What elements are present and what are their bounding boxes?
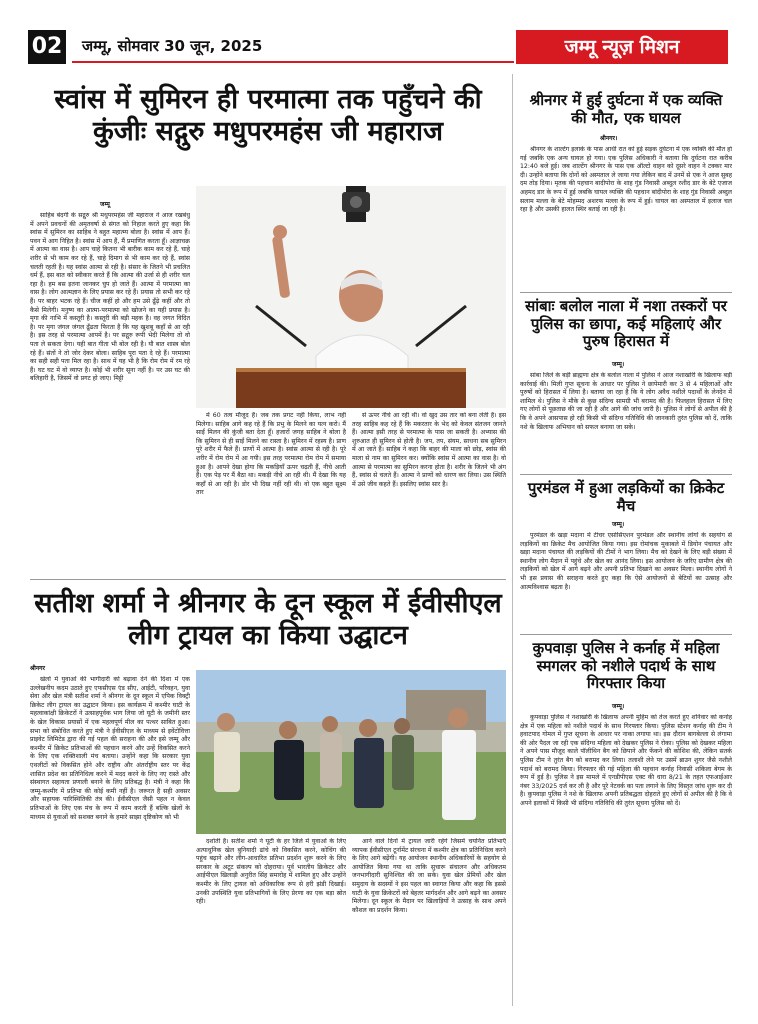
sidebar1-text: श्रीनगर के शाल्टेंग इलाके के पास आधी रात को हुई सड़क दुर्घटना में एक व्यक्ति की मौत हो गई जबकि एक अन्य घायल हो गया। एक पुलिस अधिकारी ने बताया कि दुर्घटना रात करीब 12:40 बजे हुई। जब शाल्टेंग श्रीनगर के पास एक ऑल्टो वाहन को दूसरे वाहन ने टक्कर मार दी। उन्होंने बताया कि दोनों को अस्पताल ले जाया गया लेकिन बाद में उनमें से एक ने आज सुबह दम तोड़ दिया। मृतक की पहचान बादीपोरा के शाह गुंड निवासी अब्दुल रशीद डार के बेटे एजाज अहमद डार के रूप में हुई जबकि घायल व्यक्ति की पहचान बांदीपोरा के शाह गुंड निवासी अब्दुल सलाम मल्ला के बेटे मोहम्मद अशरफ मल्ला के रूप में हुई। घायल का अस्पताल में इलाज चल रहा है और उसकी हालत स्थिर बताई जा रही है। [520, 146, 732, 214]
sidebar1-body [520, 146, 732, 288]
story2-col1-text: खेलों में युवाओं की भागीदारी को बढ़ावा देने की दिशा में एक उल्लेखनीय कदम उठाते हुए एफसीएस एंड सीए, आईटी, परिवहन, युवा सेवा और खेल मंत्री सतीश शर्मा ने श्रीनगर के दून स्कूल में एपिक विक्ट्री क्रिकेट लीग ट्रायल का उद्घाटन किया। इस कार्यक्रम में कश्मीर घाटी के महत्वाकांक्षी क्रिकेटरों ने उत्साहपूर्वक भाग लिया जो यूटी के जमीनी स्तर के खेल विकास प्रयासों में एक महत्वपूर्ण मील का पत्थर साबित हुआ। सभा को संबोधित करते हुए मंत्री ने ईवीसीएल के माध्यम से इवेंटोवित्ता प्राइवेट लिमिटेड द्वारा की गई पहल की सराहना की और इसे जम्मू और कश्मीर में क्रिकेट प्रतिभाओं की पहचान करने और उन्हें विकसित करने के लिए एक शक्तिशाली मंच बताया। उन्होंने कहा कि सरकार युवा एथलीटों को विकसित होने और राष्ट्रीय और अंतर्राष्ट्रीय स्तर पर केंद्र शासित प्रदेश का प्रतिनिधित्व करने में मदद करने के लिए नए रास्ते और संस्थागत सहायता प्रणाली बनाने के लिए प्रतिबद्ध है। मंत्री ने कहा कि जम्मू-कश्मीर में प्रतिभा की कोई कमी नहीं है। जरूरत है सही अवसर और सहायक पारिस्थितिकी तंत्र की। ईवीसीएल जैसी पहल न केवल प्रतिभाओं के लिए एक मंच के रूप में काम करती हैं बल्कि खेलों के माध्यम से युवाओं को सशक्त बनाने के हमारे साझा दृष्टिकोण को भी [30, 676, 190, 821]
column-divider [512, 74, 513, 1006]
sidebar-divider-1 [520, 292, 732, 293]
sidebar4-body [520, 714, 732, 1006]
sidebar2-body [520, 372, 732, 470]
story1-headline: स्वांस में सुमिरन ही परमात्मा तक पहुँचने की कुंजीः सद्गुरु मधुपरमहंस जी महाराज [54, 84, 482, 147]
story2-dateline: श्रीनगर [30, 665, 45, 672]
sidebar2-headline: सांबाः बलोल नाला में नशा तस्करों पर पुलिस का छापा, कई महिलाएं और पुरुष हिरासत में [525, 297, 727, 351]
sidebar4-headline: कुपवाड़ा पुलिस ने कर्नाह में महिला स्मगलर को नशीले पदार्थ के साथ गिरफ्तार किया [532, 639, 720, 693]
story2-headline: सतीश शर्मा ने श्रीनगर के दून स्कूल में ईवीसीएल लीग ट्रायल का किया उद्घाटन [34, 588, 502, 651]
story1-col3-text: से ऊपर नीचे आ रही थी। वो खुद उस तार को बना लेती है। इस तरह साहिब कह रहे हैं कि मकरतार के भेद को केवल संतजन जानते हैं। आत्मा इसी तरह से परमात्मा के पास जा सकती है। अभ्यास की शुरुआत ही सुमिरन से होती है। जप, तप, संयम, साधना सब सुमिरन में आ जाते हैं। साहिब ने कहा कि बाहर की माला को छोड़, स्वांस की माला से नाम का सुमिरन कर। क्योंकि स्वांस में आत्मा का वास है। वो आत्मा से परमात्मा का सुमिरन करना होता है। शरीर के जितने भी अंग हैं, स्वांस से चलते हैं। आत्मा ने प्राणों को धारण कर लिया। उस स्थिति में उसे जीव कहते हैं। इसलिए स्वांस सार है। [352, 412, 506, 488]
cricket-officials-photo [196, 670, 506, 834]
story2-col3-text: आने वाले दिनों में ट्रायल जारी रहेंगे जिसमें चयनित प्रतिभाएँ व्यापक ईवीसीएल टूर्नामेंट संरचना में कश्मीर क्षेत्र का प्रतिनिधित्व करने के लिए आगे बढ़ेंगी। यह आयोजन स्थानीय अधिकारियों के सहयोग से आयोजित किया गया था ताकि सुचारू संचालन और अधिकतम जनभागीदारी सुनिश्चित की जा सके। युवा खेल प्रेमियों और खेल समुदाय के सदस्यों ने इस पहल का स्वागत किया और कहा कि इससे घाटी के युवा क्रिकेटरों को बेहतर मार्गदर्शन और आगे बढ़ने का अवसर मिलेगा। दून स्कूल के मैदान पर खिलाड़ियों ने उत्साह के साथ अपने कौशल का प्रदर्शन किया। [352, 838, 506, 914]
story1-col3 [352, 412, 506, 574]
story1-dateline: जम्मू [100, 201, 110, 208]
sidebar4-dateline: जम्मू। [612, 703, 625, 710]
cricket-officials-photo-icon [196, 670, 506, 834]
story2-col2 [196, 838, 346, 1006]
sidebar4-text: कुपवाड़ा पुलिस ने नशाखोरी के खिलाफ अपनी मुहिम को तेज करते हुए शनिवार को कर्नाह क्षेत्र में एक महिला को नशीले पदार्थ के साथ गिरफ्तार किया। पुलिस स्टेशन कर्नाह की टीम ने हवाटपाद गोमल में गुप्त सूचना के आधार पर नाका लगाया था। इस दौरान बागबेल्ला से लंगामा की ओर पैदल जा रही एक संदिग्ध महिला को देखकर पुलिस ने रोका। पुलिस को देखकर महिला ने अपने पास मौजूद काले पॉलीथिन बैग को छिपाने और फेंकने की कोशिश की, लेकिन सतर्क पुलिस टीम ने तुरंत बैग को बरामद कर लिया। तलाशी लेने पर उसमें ब्राउन शुगर जैसे नशीले पदार्थ को बरामद किया। गिरफ्तार की गई महिला की पहचान कर्नाह निवासी शकिला बेगम के रूप में हुई है। पुलिस ने इस मामले में एनडीपीएस एक्ट की धारा 8/21 के तहत एफआईआर नंबर 33/2025 दर्ज कर ली है और पूरे नेटवर्क का पता लगाने के लिए विस्तृत जांच शुरू कर दी है। कुपवाड़ा पुलिस ने नशे के खिलाफ अपनी प्रतिबद्धता दोहराते हुए लोगों से अपील की है कि वे अपने इलाकों में किसी भी संदिग्ध गतिविधि की तुरंत सूचना पुलिस को दें। [520, 714, 732, 807]
sidebar3-text: पुरमंडल के खड़ा मदाना में टीचर एसोसिएशन पुरमंडल और स्थानीय लोगों के सहयोग से लड़कियों का क्रिकेट मैच आयोजित किया गया। इस रोमांचक मुकाबले में डियोन पंचायत और खड़ा मदाना पंचायत की लड़कियों की टीमों ने भाग लिया। मैच को देखने के लिए बड़ी संख्या में स्थानीय लोग मैदान में पहुंचे और खेल का आनंद लिया। इस आयोजन के जरिए ग्रामीण क्षेत्र की लड़कियों को खेल में आगे बढ़ने और अपनी प्रतिभा दिखाने का अवसर मिला। स्थानीय लोगों ने भी इस प्रयास की सराहना करते हुए कहा कि ऐसे आयोजनों से बेटियों का उत्साह और आत्मविश्वास बढ़ता है। [520, 532, 732, 591]
sidebar2-text: सांबा जिले के बड़ी ब्राह्मणा क्षेत्र के बलोल नाला में पुलिस ने आज नशाखोरी के खिलाफ बड़ी कार्रवाई की। मिली गुप्त सूचना के आधार पर पुलिस ने छापेमारी कर 3 से 4 महिलाओं और पुरुषों को हिरासत में लिया है। बताया जा रहा है कि ये लोग अवैध नशीले पदार्थों के लेनदेन में शामिल थे। पुलिस ने मौके से कुछ संदिग्ध सामग्री भी बरामद की है। फिलहाल हिरासत में लिए गए लोगों से पूछताछ की जा रही है और आगे की जांच जारी है। पुलिस ने लोगों से अपील की है कि वे अपने आसपास हो रही किसी भी संदिग्ध गतिविधि की जानकारी तुरंत पुलिस को दें, ताकि नशे के खिलाफ अभियान को सफल बनाया जा सके। [520, 372, 732, 431]
sidebar1-headline: श्रीनगर में हुई दुर्घटना में एक व्यक्ति की मौत, एक घायल [529, 91, 723, 127]
page-number: 02 [28, 30, 66, 64]
story1-col2 [196, 412, 346, 574]
story-divider [30, 579, 506, 580]
masthead [28, 30, 728, 66]
sidebar3-dateline: जम्मू। [612, 521, 625, 528]
issue-date: जम्मू, सोमवार 30 जून, 2025 [82, 37, 263, 55]
sidebar1-dateline: श्रीनगर। [600, 135, 618, 142]
brand-logo: जम्मू न्यूज़ मिशन [516, 30, 728, 64]
story1-col2-text: में 60 तत्व मौजूद हैं। जब तक प्रगट नहीं किया, लाभ नहीं मिलेगा। साहिब आगे कह रहे हैं कि प्रभु के मिलने का यत्न करो। मैं साईं मिलन की कुंजी बता देता हूँ। हजारों जगह साहिब ने बोला है कि सुमिरन से ही साईं मिलने का रास्ता है। सुमिरन में रहस्य है। प्राण पूरे शरीर में फैले हैं। प्राणों में आत्मा है। स्वांस आत्मा से रही है। पूरे शरीर में रोम रोम में आ गयी। इस तरह परमात्मा रोम रोम में समाया हुआ है। आपने देखा होगा कि मकड़ियाँ ऊपर चढ़ती हैं, नीचे आती हैं। एक पेड़ पर मैं बैठा था। मकड़ी नीचे आ रही थी। मैं देखा कि यह कहाँ से आ रही है। डोर भी दिख नहीं रही थी। वो एक बहुत सूक्ष्म तार [196, 412, 346, 497]
sidebar-divider-3 [520, 634, 732, 635]
sidebar-divider-2 [520, 474, 732, 475]
sidebar3-headline: पुरमंडल में हुआ लड़कियों का क्रिकेट मैच [527, 479, 725, 515]
story2-col1 [30, 676, 190, 1006]
story1-col1-text: साहिब बंदगी के सद्गुरु श्री मधुपरमहंस जी महाराज ने आज रखबंधु में अपने प्रवचनों की अमृतवर्षा से संगत को निहाल करते हुए कहा कि स्वांस में सुमिरन का साहिब ने बहुत महात्म्य बोला है। स्वांस में आप हैं। पवन में आग निहित है। स्वांस में आप हैं, मैं प्रमाणित करता हूँ। आज्ञाचक्र में आत्मा का वास है। आप चाहे कितना भी बारीक काम कर रहे हैं, चाहे शरीर से भी काम कर रहे हैं, चाहे दिमाग से भी काम कर रहे हैं, स्वांस चलती रहती है। यह स्वांस आत्मा से रही है। संसार के जितने भी प्रचलित धर्म हैं, इस बात को स्वीकार करते हैं कि आत्मा की उर्जा से ही शरीर चल रहा है। हम बस इतना जानकर चुप हो जाते हैं। आत्मा में परमात्मा का वास है। लोग आत्मज्ञान के लिए प्रयास कर रहे हैं। प्रयास तो सभी कर रहे हैं। पर बाहर भटक रहे हैं। चीज कहीं हो और हम उसे ढूँढ़े कहीं और तो कैसे मिलेगी। मनुष्य का आत्मा-परमात्मा को खोजने का यही प्रयास है। मृगा की नाभि में कस्तूरी है। कस्तूरी की बड़ी महक है। वह जगत विदित है। पर मृगा जंगल जंगल ढूँढता फिरता है कि यह खुशबू कहाँ से आ रही है। इस तरह से परमात्मा आपमें है। पर सद्गुरु रूपी भेदी मिलेगा तो वो पता ले सकता देगा। यही बात गीता भी बोल रही है। यौ बात शास्त्र बोल रहे हैं। संतों ने तो जोर देकर बोला। साहिब पूरा पता दे रहे हैं। परमात्मा का सही सही पता मिल रहा है। साथ में यह भी है कि रोम रोम में रम रहे हैं। घट घट में वो व्याप्त है। कोई भी शरीर सूना नहीं है। पर उस घट की बलिहारी है, जिसमें वो प्रगट हो जाए। मिट्टी [30, 212, 190, 383]
story2-col2-text: दर्शाती है। सतीश शर्मा ने यूटी के हर जिले में युवाओं के लिए अत्याधुनिक खेल बुनियादी ढांचे को विकसित करने, कोचिंग की पहुंच बढ़ाने और लीग-आधारित प्रतिभा प्रदर्शन शुरू करने के लिए सरकार के अटूट संकल्प को दोहराया। पूर्व भारतीय क्रिकेटर और आईपीएल खिलाड़ी अनुरीत सिंह समारोह में शामिल हुए और उन्होंने कश्मीर के लिए ट्रायल को अधिकारिक रूप से हरी झंडी दिखाई। उनकी उपस्थिति युवा प्रतिभागियों के लिए प्रेरणा का एक बड़ा स्रोत रही। [196, 838, 346, 906]
header-rule [72, 61, 514, 63]
speaker-photo-icon [196, 186, 506, 408]
story1-col1 [30, 212, 190, 574]
sidebar3-body [520, 532, 732, 630]
speaker-photo [196, 186, 506, 408]
sidebar2-dateline: जम्मू। [612, 361, 625, 368]
story2-col3 [352, 838, 506, 1006]
